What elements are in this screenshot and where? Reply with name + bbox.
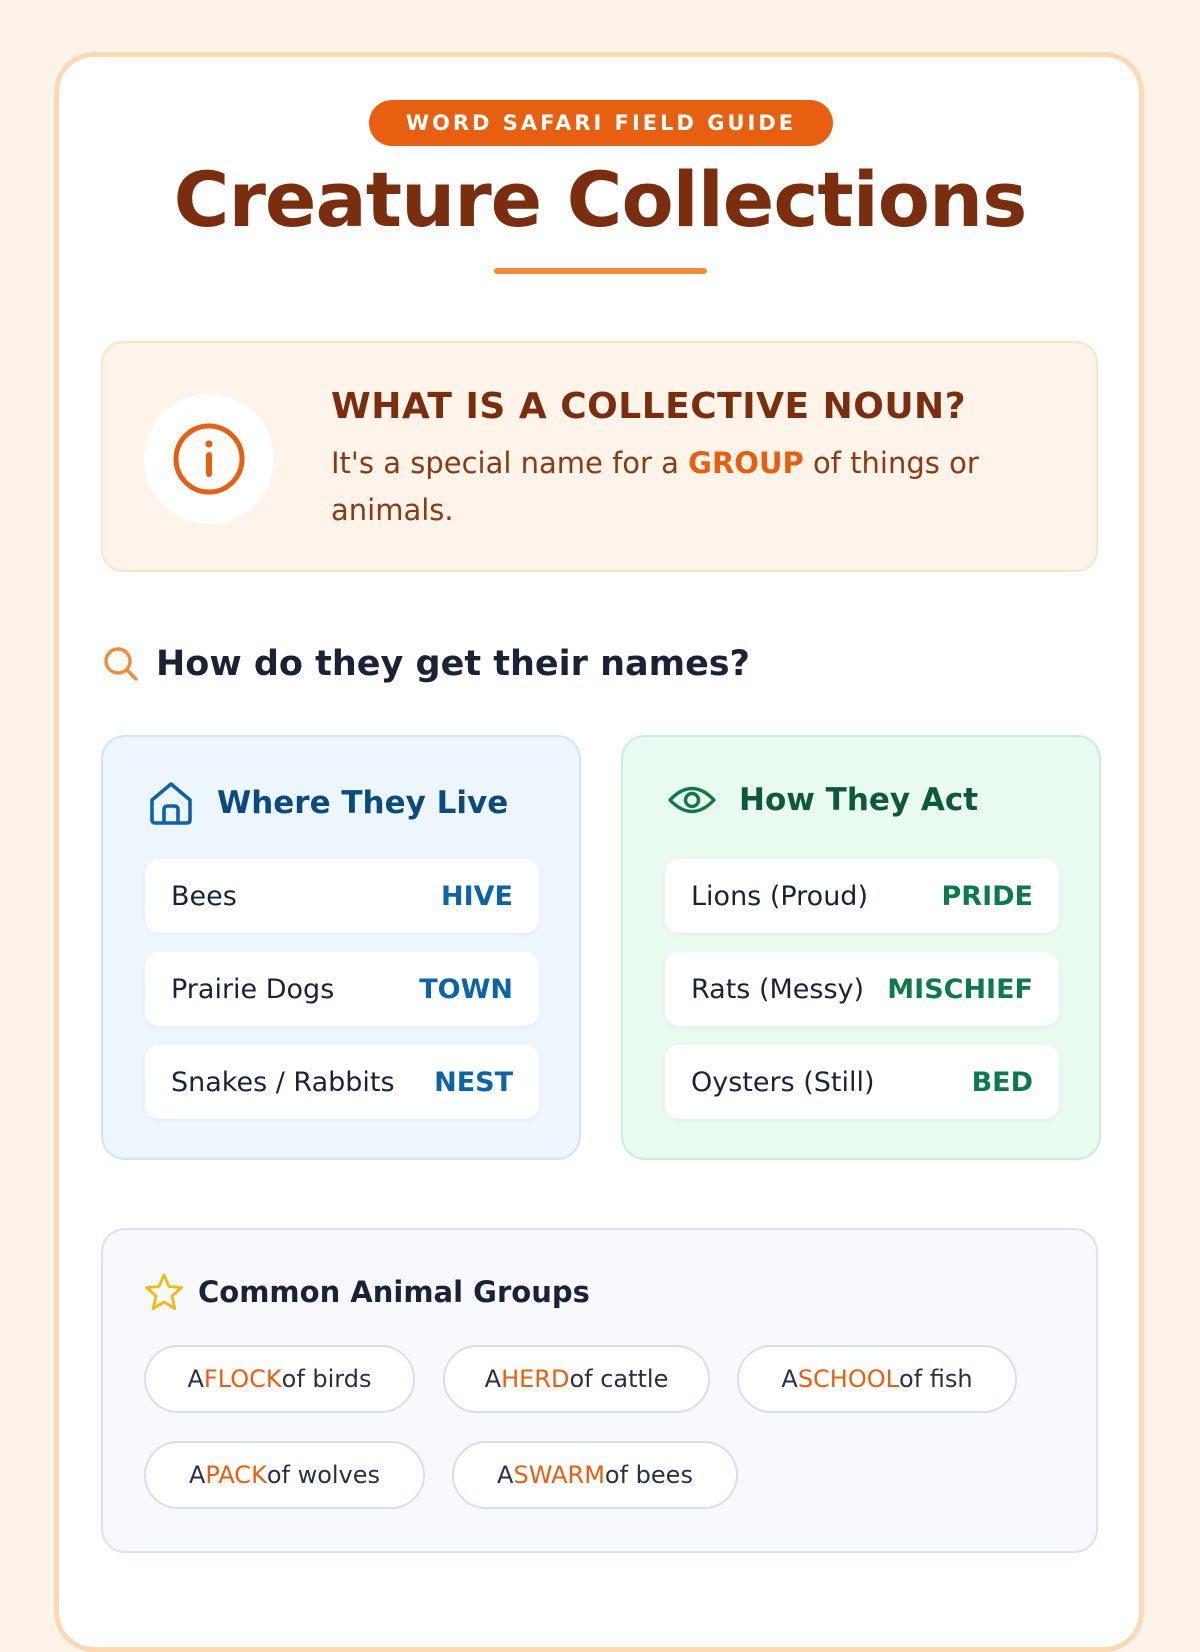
chip-prefix: A	[187, 1365, 204, 1393]
group-name: TOWN	[419, 973, 513, 1005]
home-icon	[147, 779, 195, 827]
chip-suffix: of wolves	[266, 1461, 381, 1489]
star-icon	[144, 1272, 184, 1312]
list-item	[145, 859, 539, 933]
where-they-live-panel	[101, 735, 581, 1160]
definition-heading: WHAT IS A COLLECTIVE NOUN?	[331, 386, 967, 427]
group-chip	[443, 1345, 710, 1413]
where-they-live-title: Where They Live	[217, 785, 509, 821]
animal-name: Prairie Dogs	[171, 973, 335, 1005]
common-groups-title: Common Animal Groups	[198, 1275, 590, 1309]
animal-name: Oysters (Still)	[691, 1066, 875, 1098]
chip-suffix: of fish	[899, 1365, 973, 1393]
chip-word: SWARM	[513, 1461, 605, 1489]
group-name: NEST	[434, 1066, 513, 1098]
chip-suffix: of cattle	[569, 1365, 669, 1393]
how-they-act-title: How They Act	[739, 782, 979, 818]
group-chip	[452, 1441, 738, 1509]
group-chip	[737, 1345, 1017, 1413]
chip-prefix: A	[781, 1365, 798, 1393]
chip-word: PACK	[205, 1461, 267, 1489]
animal-name: Bees	[171, 880, 237, 912]
naming-question-text: How do they get their names?	[156, 644, 750, 684]
chip-suffix: of bees	[604, 1461, 693, 1489]
how-they-act-header	[667, 779, 978, 821]
chip-prefix: A	[484, 1365, 502, 1393]
group-chip	[144, 1345, 415, 1413]
chip-word: HERD	[501, 1365, 570, 1393]
animal-name: Snakes / Rabbits	[171, 1066, 395, 1098]
info-icon	[171, 421, 247, 497]
how-they-act-panel	[621, 735, 1101, 1160]
group-name: PRIDE	[941, 880, 1033, 912]
definition-text-start: It's a special name for a	[331, 446, 689, 480]
info-icon-badge	[144, 394, 274, 524]
chip-word: FLOCK	[203, 1365, 282, 1393]
chip-prefix: A	[188, 1461, 206, 1489]
guide-badge: WORD SAFARI FIELD GUIDE	[369, 100, 833, 146]
list-item	[145, 952, 539, 1026]
common-groups-header	[144, 1272, 590, 1312]
where-they-live-header	[147, 779, 508, 827]
definition-text-end: of things or animals.	[331, 446, 979, 527]
definition-text	[331, 440, 1051, 534]
naming-question	[102, 644, 750, 684]
group-name: MISCHIEF	[887, 973, 1033, 1005]
eye-icon	[667, 779, 717, 821]
list-item	[145, 1045, 539, 1119]
group-name: BED	[971, 1066, 1033, 1098]
definition-highlight: GROUP	[688, 446, 804, 480]
chip-word: SCHOOL	[797, 1365, 900, 1393]
animal-name: Lions (Proud)	[691, 880, 868, 912]
animal-name: Rats (Messy)	[691, 973, 865, 1005]
search-icon	[102, 645, 140, 683]
group-name: HIVE	[441, 880, 513, 912]
chip-prefix: A	[497, 1461, 514, 1489]
group-chip	[144, 1441, 425, 1509]
page-title: Creature Collections	[173, 155, 1027, 244]
chip-suffix: of birds	[281, 1365, 372, 1393]
list-item	[665, 952, 1059, 1026]
list-item	[665, 859, 1059, 933]
title-underline	[494, 268, 707, 274]
list-item	[665, 1045, 1059, 1119]
